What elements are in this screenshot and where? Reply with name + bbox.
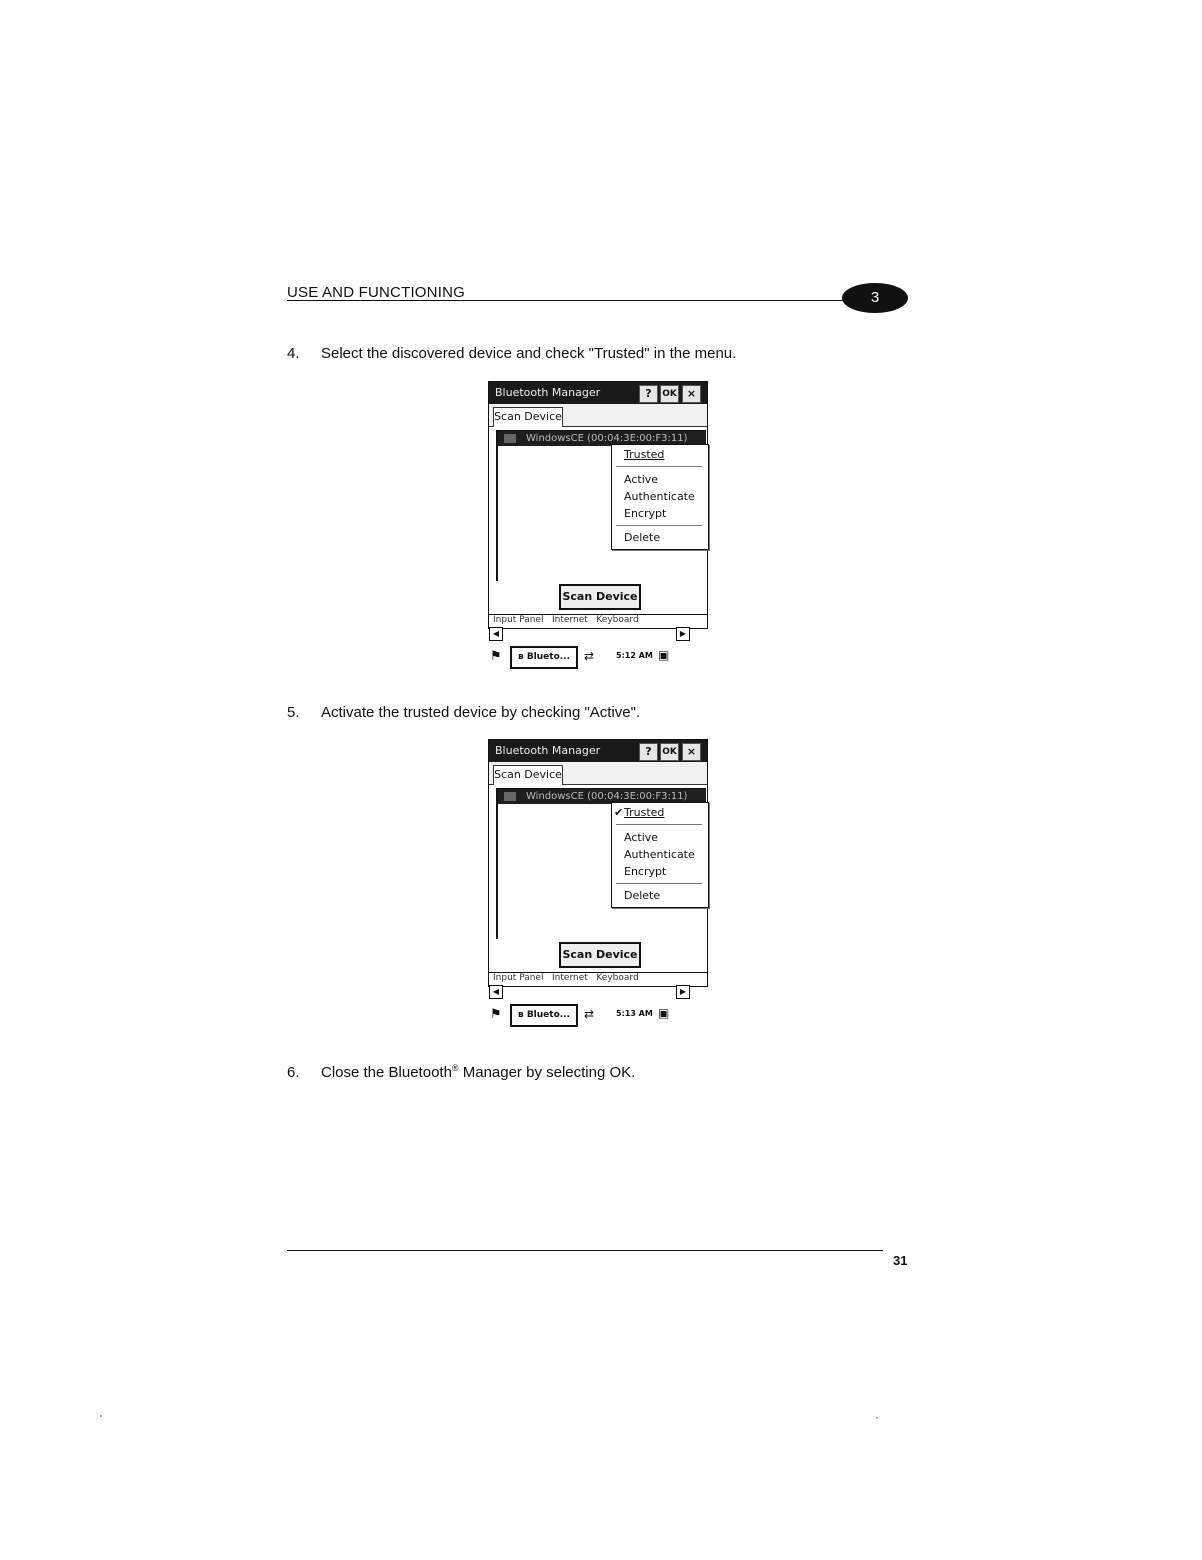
tab-row: [489, 404, 707, 427]
window-frame: [488, 381, 708, 629]
context-menu: [611, 444, 709, 550]
help-button[interactable]: ?: [639, 385, 658, 403]
menu-item-active[interactable]: Active: [624, 831, 659, 844]
menu-item-authenticate[interactable]: Authenticate: [624, 848, 695, 861]
title-bar: [489, 740, 707, 762]
menu-item-trusted[interactable]: Trusted: [624, 806, 665, 819]
network-icon[interactable]: ⇄: [584, 649, 595, 663]
bluetooth-icon: ʙ: [517, 1010, 527, 1020]
menu-item-authenticate[interactable]: Authenticate: [624, 490, 695, 503]
menu-separator: [616, 824, 702, 825]
start-icon[interactable]: ⚑: [490, 1007, 502, 1022]
window-title: Bluetooth Manager: [495, 386, 601, 399]
close-button[interactable]: ×: [682, 743, 701, 761]
close-button[interactable]: ×: [682, 385, 701, 403]
scroll-left-icon[interactable]: ◀: [489, 627, 503, 641]
menu-item-encrypt[interactable]: Encrypt: [624, 507, 667, 520]
input-panel-bar: [489, 614, 707, 628]
menu-separator: [616, 525, 702, 526]
start-icon[interactable]: ⚑: [490, 649, 502, 664]
menu-item-encrypt[interactable]: Encrypt: [624, 865, 667, 878]
registered-mark: ®: [451, 1063, 459, 1073]
window-title: Bluetooth Manager: [495, 744, 601, 757]
step-text: Manager by selecting OK.: [458, 1064, 636, 1081]
scan-speck: [100, 1415, 102, 1417]
section-title: USE AND FUNCTIONING: [287, 284, 465, 301]
step-6: [287, 1063, 635, 1081]
scroll-right-icon[interactable]: ▶: [676, 985, 690, 999]
context-menu: [611, 802, 709, 908]
step-5: [287, 704, 640, 721]
clock: 5:12 AM: [616, 651, 653, 660]
bluetooth-icon: ʙ: [517, 652, 527, 662]
device-name: WindowsCE (00:04:3E:00:F3:11): [526, 791, 688, 802]
header-rule: [287, 300, 867, 301]
taskbar-app-button[interactable]: [510, 646, 578, 669]
menu-item-delete[interactable]: Delete: [624, 889, 661, 902]
input-panel-bar: [489, 972, 707, 986]
page-number: 31: [893, 1253, 908, 1268]
menu-item-trusted[interactable]: Trusted: [624, 448, 665, 461]
desktop-icon[interactable]: ▣: [658, 648, 670, 662]
horizontal-scrollbar[interactable]: [488, 985, 706, 999]
step-text: Close the Bluetooth: [321, 1064, 452, 1081]
step-text: Activate the trusted device by checking "Active".: [321, 704, 641, 721]
device-screenshot-2: [488, 739, 708, 1029]
scroll-right-icon[interactable]: ▶: [676, 627, 690, 641]
window-frame: [488, 739, 708, 987]
horizontal-scrollbar[interactable]: [488, 627, 706, 641]
ok-button[interactable]: OK: [660, 385, 679, 403]
tab-scan-device[interactable]: Scan Device: [493, 407, 563, 427]
step-number: 5.: [287, 704, 300, 721]
step-number: 4.: [287, 345, 300, 362]
taskbar: [488, 645, 706, 667]
tab-row: [489, 762, 707, 785]
step-number: 6.: [287, 1064, 300, 1081]
network-icon[interactable]: ⇄: [584, 1007, 595, 1021]
taskbar-app-label: Blueto...: [526, 652, 571, 662]
input-panel-labels: Input Panel Internet Keyboard: [493, 973, 639, 983]
device-name: WindowsCE (00:04:3E:00:F3:11): [526, 433, 688, 444]
taskbar-app-label: Blueto...: [526, 1010, 571, 1020]
taskbar: [488, 1003, 706, 1025]
chapter-badge: 3: [842, 283, 908, 313]
step-4: [287, 345, 736, 362]
scroll-left-icon[interactable]: ◀: [489, 985, 503, 999]
help-button[interactable]: ?: [639, 743, 658, 761]
title-bar: [489, 382, 707, 404]
scan-speck: [876, 1417, 878, 1419]
menu-item-active[interactable]: Active: [624, 473, 659, 486]
tab-scan-device[interactable]: Scan Device: [493, 765, 563, 785]
menu-separator: [616, 466, 702, 467]
step-text: Select the discovered device and check "Trusted" in the menu.: [321, 345, 737, 362]
desktop-icon[interactable]: ▣: [658, 1006, 670, 1020]
device-icon: [504, 792, 516, 801]
device-icon: [504, 434, 516, 443]
checkmark-icon: ✔: [614, 806, 624, 819]
scan-device-button[interactable]: Scan Device: [559, 584, 641, 610]
input-panel-labels: Input Panel Internet Keyboard: [493, 615, 639, 625]
device-screenshot-1: [488, 381, 708, 671]
menu-separator: [616, 883, 702, 884]
footer-rule: [287, 1250, 883, 1251]
ok-button[interactable]: OK: [660, 743, 679, 761]
menu-item-delete[interactable]: Delete: [624, 531, 661, 544]
taskbar-app-button[interactable]: [510, 1004, 578, 1027]
clock: 5:13 AM: [616, 1009, 653, 1018]
scan-device-button[interactable]: Scan Device: [559, 942, 641, 968]
